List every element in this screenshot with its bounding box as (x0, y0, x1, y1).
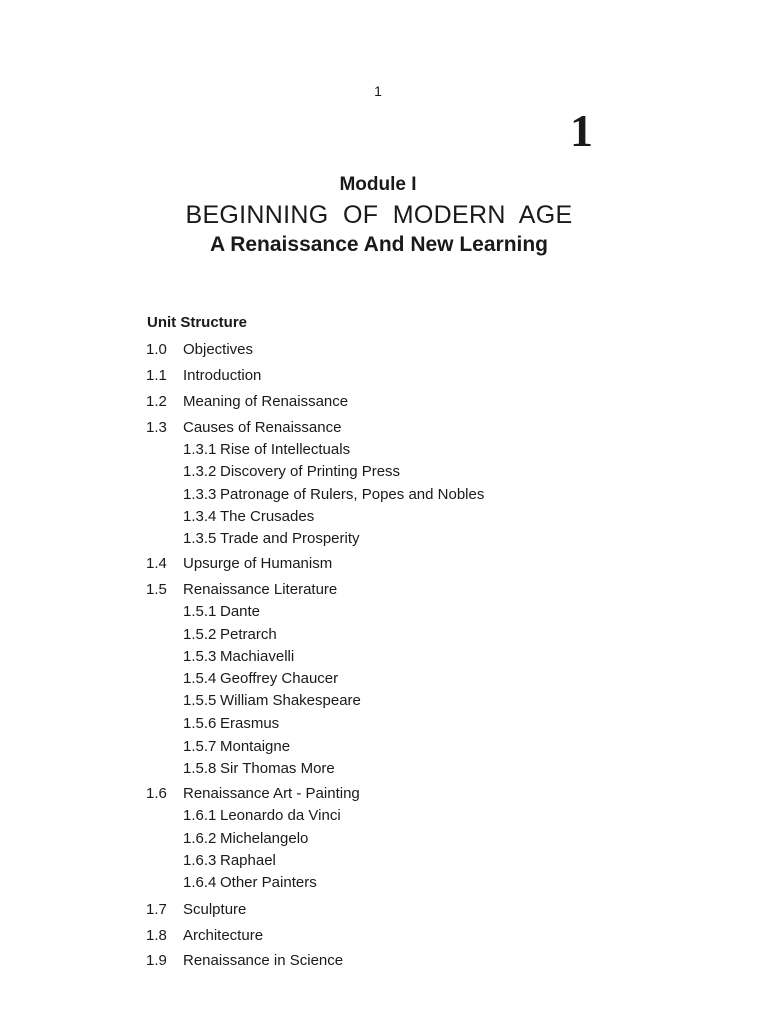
toc-number: 1.6.4 (183, 874, 217, 891)
list-item (146, 926, 263, 946)
toc-number: 1.6 (146, 785, 167, 802)
list-item (183, 602, 260, 622)
toc-number: 1.9 (146, 952, 167, 969)
list-item (146, 951, 343, 971)
toc-text: Architecture (183, 927, 264, 944)
list-item (183, 507, 314, 527)
list-item (183, 462, 400, 482)
toc-text: Erasmus (220, 715, 280, 732)
toc-text: Objectives (183, 341, 254, 358)
toc-number: 1.8 (146, 927, 167, 944)
toc-text: Machiavelli (220, 648, 295, 665)
list-item (183, 529, 360, 549)
list-item (183, 485, 484, 505)
toc-text: Renaissance Literature (183, 581, 338, 598)
toc-text: Causes of Renaissance (183, 419, 342, 436)
list-item (183, 829, 308, 849)
toc-text: Montaigne (220, 738, 291, 755)
list-item (146, 784, 360, 804)
toc-number: 1.3.4 (183, 508, 217, 525)
toc-number: 1.5.2 (183, 626, 217, 643)
list-item (146, 580, 337, 600)
toc-text: Patronage of Rulers, Popes and Nobles (220, 486, 485, 503)
toc-number: 1.7 (146, 901, 167, 918)
toc-number: 1.3.1 (183, 441, 217, 458)
toc-text: Meaning of Renaissance (183, 393, 349, 410)
chapter-number: 1 (570, 105, 593, 156)
toc-number: 1.1 (146, 367, 167, 384)
unit-structure-heading: Unit Structure (147, 314, 248, 331)
list-item (183, 806, 341, 826)
list-item (183, 759, 335, 779)
list-item (183, 714, 279, 734)
toc-text: The Crusades (220, 508, 315, 525)
page-title: BEGINNING OF MODERN AGE (185, 201, 573, 229)
toc-text: Renaissance in Science (183, 952, 344, 969)
toc-text: Dante (220, 603, 261, 620)
toc-number: 1.5.3 (183, 648, 217, 665)
toc-text: Geoffrey Chaucer (220, 670, 339, 687)
toc-text: Sir Thomas More (220, 760, 335, 777)
toc-text: Discovery of Printing Press (220, 463, 401, 480)
list-item (183, 669, 338, 689)
toc-text: Renaissance Art - Painting (183, 785, 360, 802)
list-item (146, 340, 253, 360)
toc-text: Petrarch (220, 626, 277, 643)
list-item (146, 366, 261, 386)
list-item (146, 418, 341, 438)
toc-text: Trade and Prosperity (220, 530, 360, 547)
toc-number: 1.5.1 (183, 603, 217, 620)
page-subtitle: A Renaissance And New Learning (209, 233, 549, 256)
toc-number: 1.5.6 (183, 715, 217, 732)
toc-number: 1.6.1 (183, 807, 217, 824)
list-item (146, 392, 348, 412)
toc-text: Leonardo da Vinci (220, 807, 341, 824)
toc-number: 1.6.3 (183, 852, 217, 869)
toc-text: Michelangelo (220, 830, 309, 847)
toc-number: 1.5.5 (183, 692, 217, 709)
page-number: 1 (374, 83, 382, 99)
list-item (183, 737, 290, 757)
toc-text: Sculpture (183, 901, 247, 918)
list-item (146, 554, 332, 574)
list-item (183, 440, 350, 460)
toc-number: 1.5 (146, 581, 167, 598)
toc-number: 1.6.2 (183, 830, 217, 847)
toc-number: 1.3.3 (183, 486, 217, 503)
toc-number: 1.3 (146, 419, 167, 436)
list-item (146, 900, 246, 920)
toc-number: 1.5.8 (183, 760, 217, 777)
toc-text: Other Painters (220, 874, 317, 891)
toc-number: 1.3.5 (183, 530, 217, 547)
list-item (183, 851, 276, 871)
toc-number: 1.0 (146, 341, 167, 358)
list-item (183, 691, 361, 711)
module-label: Module I (339, 174, 417, 195)
toc-number: 1.5.7 (183, 738, 217, 755)
toc-number: 1.2 (146, 393, 167, 410)
toc-text: Introduction (183, 367, 262, 384)
toc-text: Upsurge of Humanism (183, 555, 333, 572)
list-item (183, 647, 294, 667)
toc-text: Rise of Intellectuals (220, 441, 351, 458)
list-item (183, 873, 317, 893)
list-item (183, 625, 277, 645)
toc-number: 1.4 (146, 555, 167, 572)
toc-text: Raphael (220, 852, 276, 869)
toc-number: 1.3.2 (183, 463, 217, 480)
toc-number: 1.5.4 (183, 670, 217, 687)
toc-text: William Shakespeare (220, 692, 361, 709)
